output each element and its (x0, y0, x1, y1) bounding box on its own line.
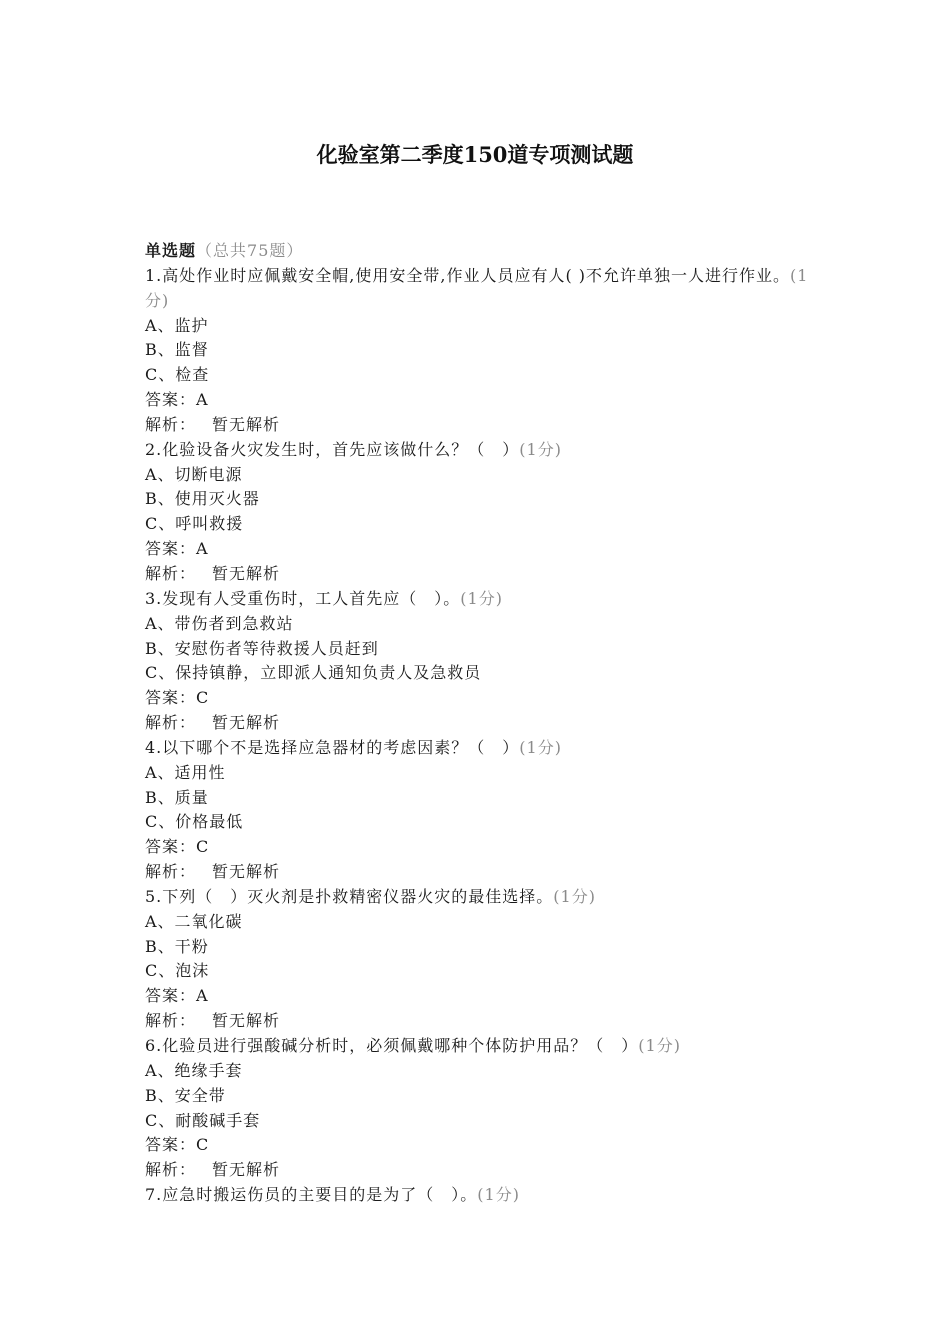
document-title: 化验室第二季度150道专项测试题 (316, 142, 634, 167)
option-c: C、呼叫救援 (145, 514, 244, 534)
analysis-line: 解析： 暂无解析 (145, 713, 281, 733)
analysis-value: 暂无解析 (212, 563, 281, 583)
answer-value: C (196, 688, 210, 708)
question-score: (1分) (477, 1185, 520, 1205)
answer-value: C (196, 1135, 210, 1155)
analysis-value: 暂无解析 (212, 1160, 281, 1180)
question-score: (1分) (145, 265, 809, 310)
answer-line: 答案：C (145, 1135, 210, 1155)
analysis-line: 解析： 暂无解析 (145, 1011, 281, 1031)
analysis-line: 解析： 暂无解析 (145, 862, 281, 882)
option-c: C、价格最低 (145, 812, 244, 832)
option-b: B、监督 (145, 340, 209, 360)
analysis-value: 暂无解析 (212, 713, 281, 733)
option-a: A、绝缘手套 (145, 1060, 243, 1080)
question-score: (1分) (519, 439, 562, 459)
option-a: A、带伤者到急救站 (145, 613, 294, 633)
question-score: (1分) (553, 886, 596, 906)
analysis-value: 暂无解析 (212, 414, 281, 434)
answer-line: 答案：A (145, 986, 209, 1006)
answer-value: A (196, 986, 209, 1006)
question-list (145, 239, 815, 1208)
option-b: B、干粉 (145, 936, 209, 956)
analysis-line: 解析： 暂无解析 (145, 1160, 281, 1180)
option-b: B、安慰伤者等待救援人员赶到 (145, 638, 379, 658)
option-a: A、二氧化碳 (145, 911, 243, 931)
option-a: A、适用性 (145, 762, 226, 782)
analysis-value: 暂无解析 (212, 1011, 281, 1031)
question-stem: 6.化验员进行强酸碱分析时，必须佩戴哪种个体防护用品？（ ）(1分) (145, 1036, 681, 1055)
question-stem: 5.下列（ ）灭火剂是扑救精密仪器火灾的最佳选择。(1分) (145, 886, 596, 906)
question-score: (1分) (519, 737, 562, 757)
answer-line: 答案：A (145, 390, 209, 410)
option-b: B、质量 (145, 787, 209, 807)
option-a: A、切断电源 (145, 464, 243, 484)
option-c: C、泡沫 (145, 961, 210, 981)
section-title: 单选题 (145, 241, 197, 260)
option-c: C、检查 (145, 365, 210, 385)
option-b: B、使用灭火器 (145, 489, 260, 509)
answer-value: A (196, 539, 209, 559)
answer-value: C (196, 837, 210, 857)
analysis-line: 解析： 暂无解析 (145, 414, 281, 434)
question-stem: 7.应急时搬运伤员的主要目的是为了（ ）。(1分) (145, 1185, 520, 1205)
answer-value: A (196, 390, 209, 410)
section-count: （总共75题） (196, 241, 304, 260)
analysis-value: 暂无解析 (212, 862, 281, 882)
question-stem: 2.化验设备火灾发生时，首先应该做什么？（ ）(1分) (145, 439, 562, 459)
section-heading (145, 239, 815, 264)
question-stem: 1.高处作业时应佩戴安全帽,使用安全带,作业人员应有人( )不允许单独一人进行作业。(1分) (145, 265, 809, 310)
answer-line: 答案：C (145, 688, 210, 708)
answer-line: 答案：C (145, 837, 210, 857)
question-stem: 3.发现有人受重伤时，工人首先应（ ）。(1分) (145, 588, 503, 608)
analysis-line: 解析： 暂无解析 (145, 563, 281, 583)
option-a: A、监护 (145, 315, 209, 335)
option-c: C、耐酸碱手套 (145, 1110, 261, 1130)
option-b: B、安全带 (145, 1085, 226, 1105)
option-c: C、保持镇静，立即派人通知负责人及急救员 (145, 663, 482, 683)
question-score: (1分) (638, 1036, 681, 1055)
answer-line: 答案：A (145, 539, 209, 559)
question-score: (1分) (460, 588, 503, 608)
question-stem: 4.以下哪个不是选择应急器材的考虑因素？（ ）(1分) (145, 737, 562, 757)
